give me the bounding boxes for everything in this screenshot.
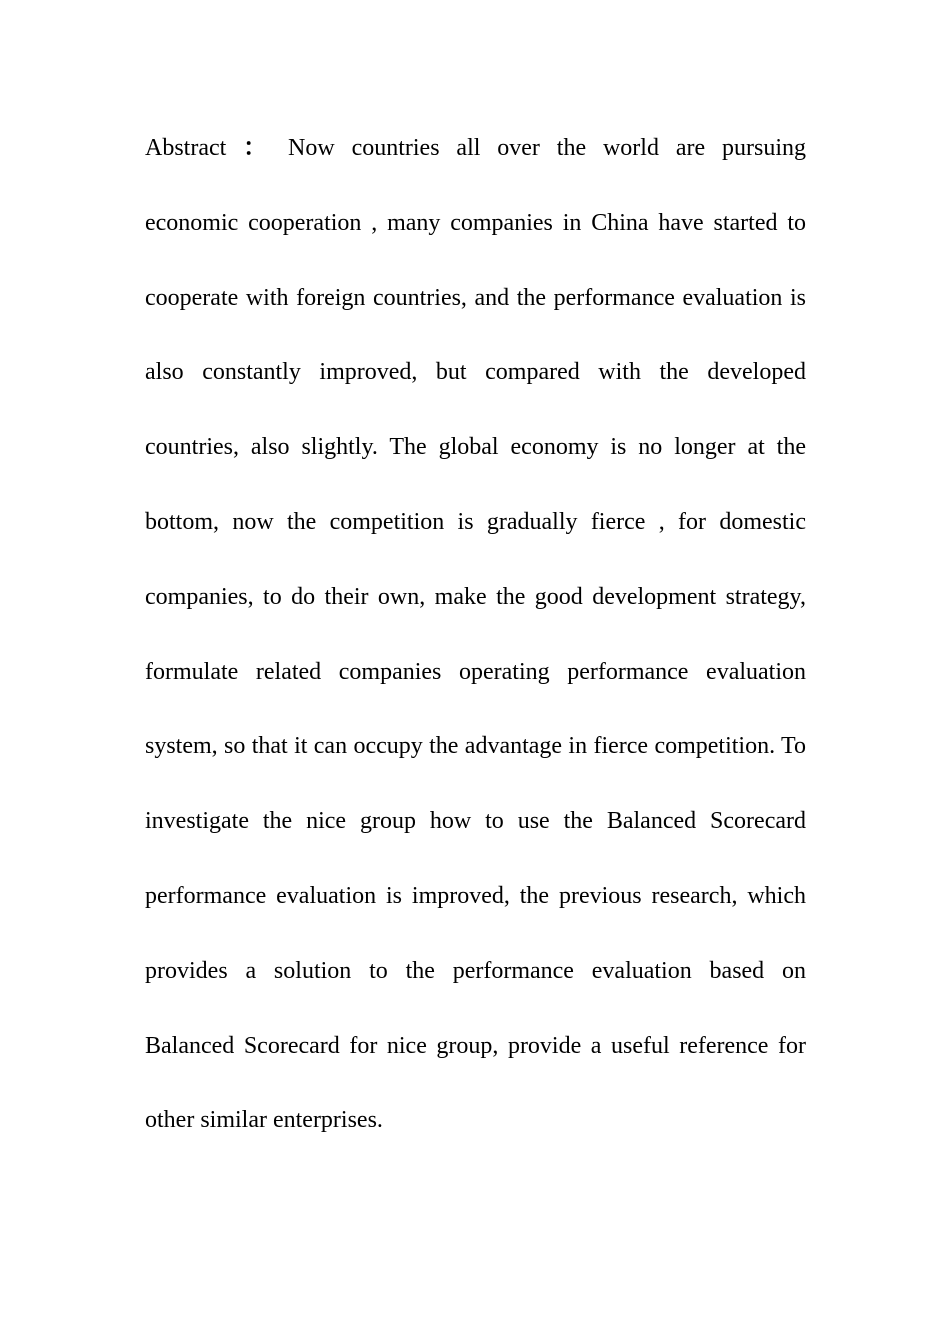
abstract-paragraph <box>145 111 806 1158</box>
abstract-body: Now countries all over the world are pursuing economic cooperation , many companies in China have started to cooperate with foreign countries, and the performance evaluation is also constantly improved, but compared with the developed countries, also slightly. The global economy is no longer at the bottom, now the competition is gradually fierce , for domestic companies, to do their own, make the good development strategy, formulate related companies operating performance evaluation system, so that it can occupy the advantage in fierce competition. To investigate the nice group how to use the Balanced Scorecard performance evaluation is improved, the previous research, which provides a solution to the performance evaluation based on Balanced Scorecard for nice group, provide a useful reference for other similar enterprises. <box>145 135 806 1134</box>
abstract-label: Abstract <box>145 135 227 161</box>
abstract-colon: ： <box>232 135 279 161</box>
